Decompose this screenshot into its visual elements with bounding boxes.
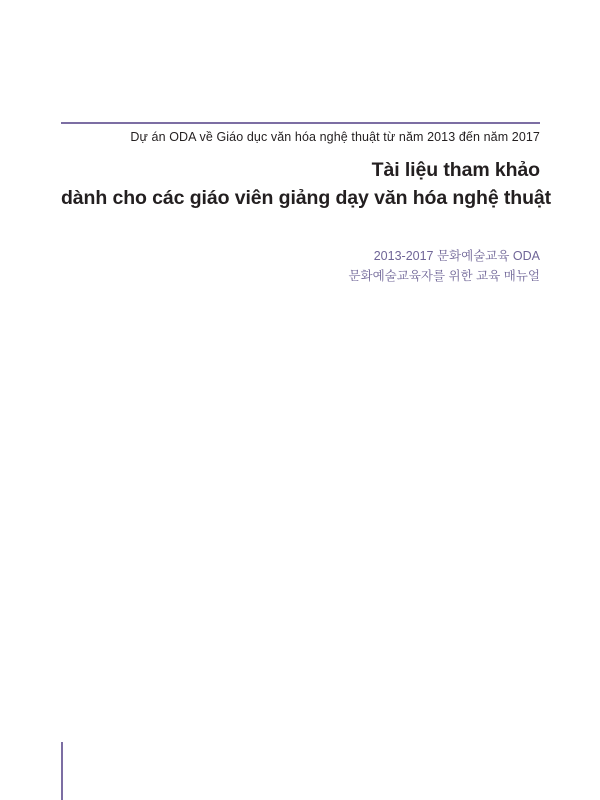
title-divider-rule (61, 122, 540, 124)
title-block (61, 128, 552, 213)
korean-subtitle-line-1: 2013-2017 문화예술교육 ODA (373, 249, 540, 263)
project-subtitle: Dự án ODA về Giáo dục văn hóa nghệ thuật từ năm 2013 đến năm 2017 (130, 130, 540, 144)
page-title-line-2: dành cho các giáo viên giảng dạy văn hóa nghệ thuật (61, 187, 552, 210)
korean-title-block (61, 246, 540, 286)
page-title (61, 156, 552, 213)
page-title-line-1: Tài liệu tham khảo (371, 159, 540, 182)
korean-subtitle-line-2: 문화예술교육자를 위한 교육 매뉴얼 (348, 269, 540, 283)
vertical-accent-bar (61, 742, 63, 800)
